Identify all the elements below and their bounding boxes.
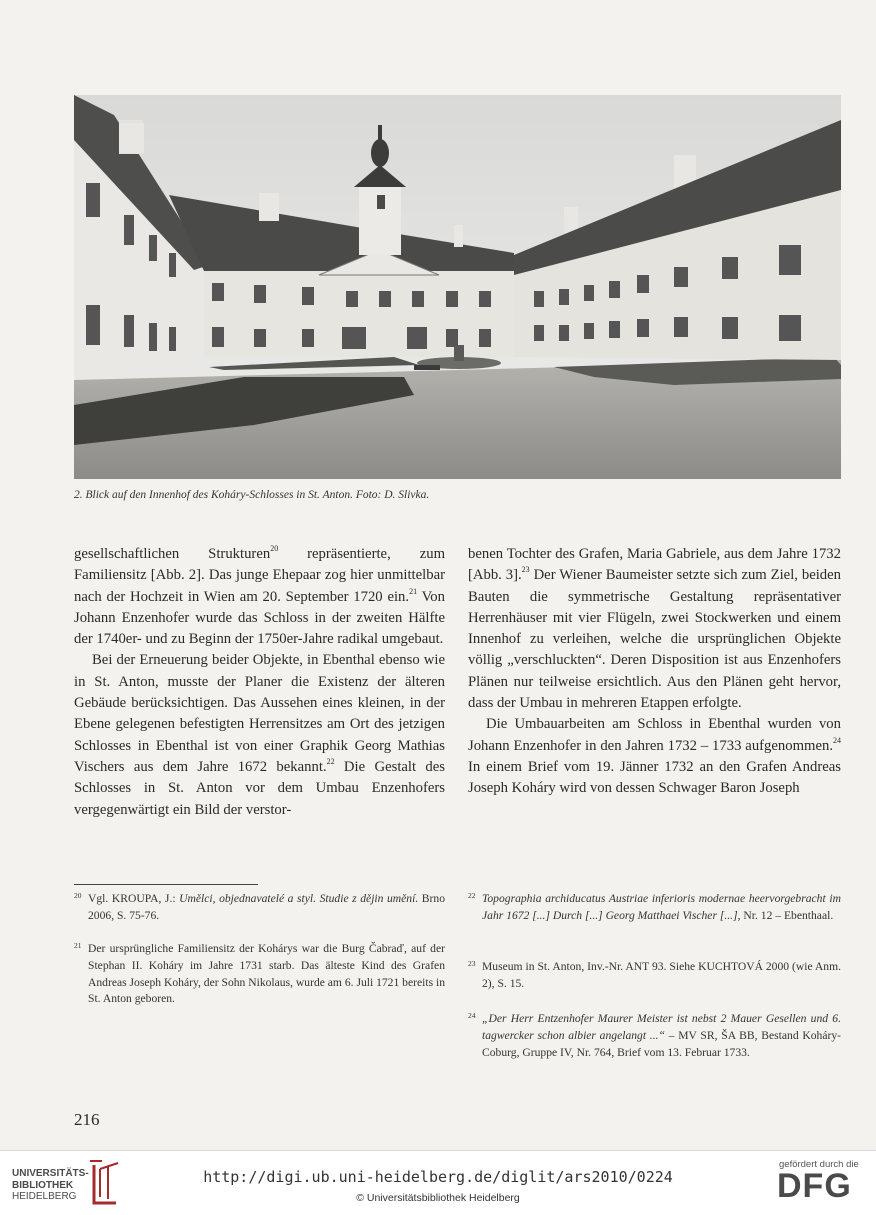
page-number: 216 xyxy=(74,1110,100,1129)
footnote-ref[interactable]: 20 xyxy=(270,544,279,554)
library-logo-text[interactable]: UNIVERSITÄTS- BIBLIOTHEK HEIDELBERG xyxy=(12,1168,89,1202)
footnote-ref[interactable]: 21 xyxy=(409,586,418,596)
courtyard-photo xyxy=(74,95,841,479)
footnote-23: 23 Museum in St. Anton, Inv.-Nr. ANT 93. Siehe KUCHTOVÁ 2000 (wie Anm. 2), S. 15. xyxy=(468,959,841,990)
footnote-ref[interactable]: 22 xyxy=(326,757,335,767)
footnote-20: 20 Vgl. KROUPA, J.: Umělci, objednavatelé a styl. Studie z dějin umění. Brno 2006, S. 75-76. xyxy=(74,891,445,922)
body-column-right xyxy=(468,544,841,800)
footnote-21: 21 Der ursprüngliche Familiensitz der Kohárys war die Burg Čabraď, auf der Stephan II. Koháry im Jahre 1731 starb. Das älteste Kind des Grafen Andreas Joseph Koháry, der Sohn Nikolaus, wurde am 6. Juli 1721 bereits in St. Anton geboren. xyxy=(74,941,445,1006)
footnote-number: 20 xyxy=(74,891,82,900)
footnote-divider xyxy=(74,884,258,885)
paragraph: gesellschaftlichen Strukturen$^{20}$ repräsentierte, zum Familiensitz [Abb. 2]. Das junge Ehepaar zog hier unmittelbar nach der Hochzeit in Wien am 20. September 1720 ein.$^{21}$ Von Johann Enzenhofer wurde das Schloss in der zweiten Hälfte der 1740er- und zu Beginn der 1750er-Jahre radikal umgebaut. xyxy=(74,544,445,648)
funding-notice: gefördert durch die xyxy=(779,1159,859,1170)
footer-bar xyxy=(0,1150,876,1215)
body-column-left xyxy=(74,544,445,821)
footnote-ref[interactable]: 24 xyxy=(833,735,841,745)
footnote-24: 24 „Der Herr Entzenhofer Maurer Meister ist nebst 2 Mauer Gesellen und 6. tagwercker schon albier angelangt ...“ – MV SR, ŠA BB, Bestand Koháry-Coburg, Gruppe IV, Nr. 764, Brief vom 13. Februar 1733. xyxy=(468,1011,841,1059)
footnote-ref[interactable]: 23 xyxy=(521,565,530,575)
paragraph: benen Tochter des Grafen, Maria Gabriele, aus dem Jahre 1732 [Abb. 3].$^{23}$ Der Wiener Baumeister setzte sich zum Ziel, beiden Bauten die symmetrische Gestaltung repräsentativer Herrenhäuser mit vier Flügeln, zwei Stockwerken und einem Innenhof zu verleihen, welche die ursprünglichen Objekte völlig „verschluckten“. Deren Disposition ist aus Enzenhofers Plänen nur teilweise ersichtlich. Aus den Plänen geht hervor, dass der Umbau in mehreren Etappen erfolgte. xyxy=(468,546,842,712)
paragraph: Die Umbauarbeiten am Schloss in Ebenthal wurden von Johann Enzenhofer in den Jahren 1732 – 1733 aufgenommen.$^{24}$ In einem Brief vom 19. Jänner 1732 an den Grafen Andreas Joseph Koháry wird von dessen Schwager Baron Joseph xyxy=(468,716,841,797)
footnote-number: 23 xyxy=(468,959,476,968)
copyright-notice: © Universitätsbibliothek Heidelberg xyxy=(356,1192,520,1204)
footnote-22: 22 Topographia archiducatus Austriae inferioris modernae heervorgebracht im Jahr 1672 [...] Durch [...] Georg Matthaei Vischer [...], Nr. 12 – Ebenthaal. xyxy=(468,891,841,922)
footnote-number: 24 xyxy=(468,1011,476,1020)
footnote-number: 22 xyxy=(468,891,476,900)
document-url-link[interactable]: http://digi.ub.uni-heidelberg.de/diglit/ars2010/0224 xyxy=(203,1168,673,1186)
paragraph: Bei der Erneuerung beider Objekte, in Ebenthal ebenso wie in St. Anton, musste der Planer die Existenz der älteren Gebäude berücksichtigen. Das Aussehen eines kleinen, in der Ebene gelegenen befestigten Herrensitzes am Ort des jetzigen Schlosses in Ebenthal ist von einer Graphik Georg Mathias Vischers aus dem Jahre 1672 bekannt.$^{22}$ Die Gestalt des Schlosses in St. Anton vor dem Umbau Enzenhofers vergegenwärtigt ein Bild der verstor- xyxy=(74,652,445,818)
footnote-number: 21 xyxy=(74,941,82,950)
figure-caption: 2. Blick auf den Innenhof des Koháry-Schlosses in St. Anton. Foto: D. Slivka. xyxy=(74,489,430,501)
courtyard-illustration xyxy=(74,95,841,479)
dfg-logo[interactable]: DFG xyxy=(777,1167,852,1205)
